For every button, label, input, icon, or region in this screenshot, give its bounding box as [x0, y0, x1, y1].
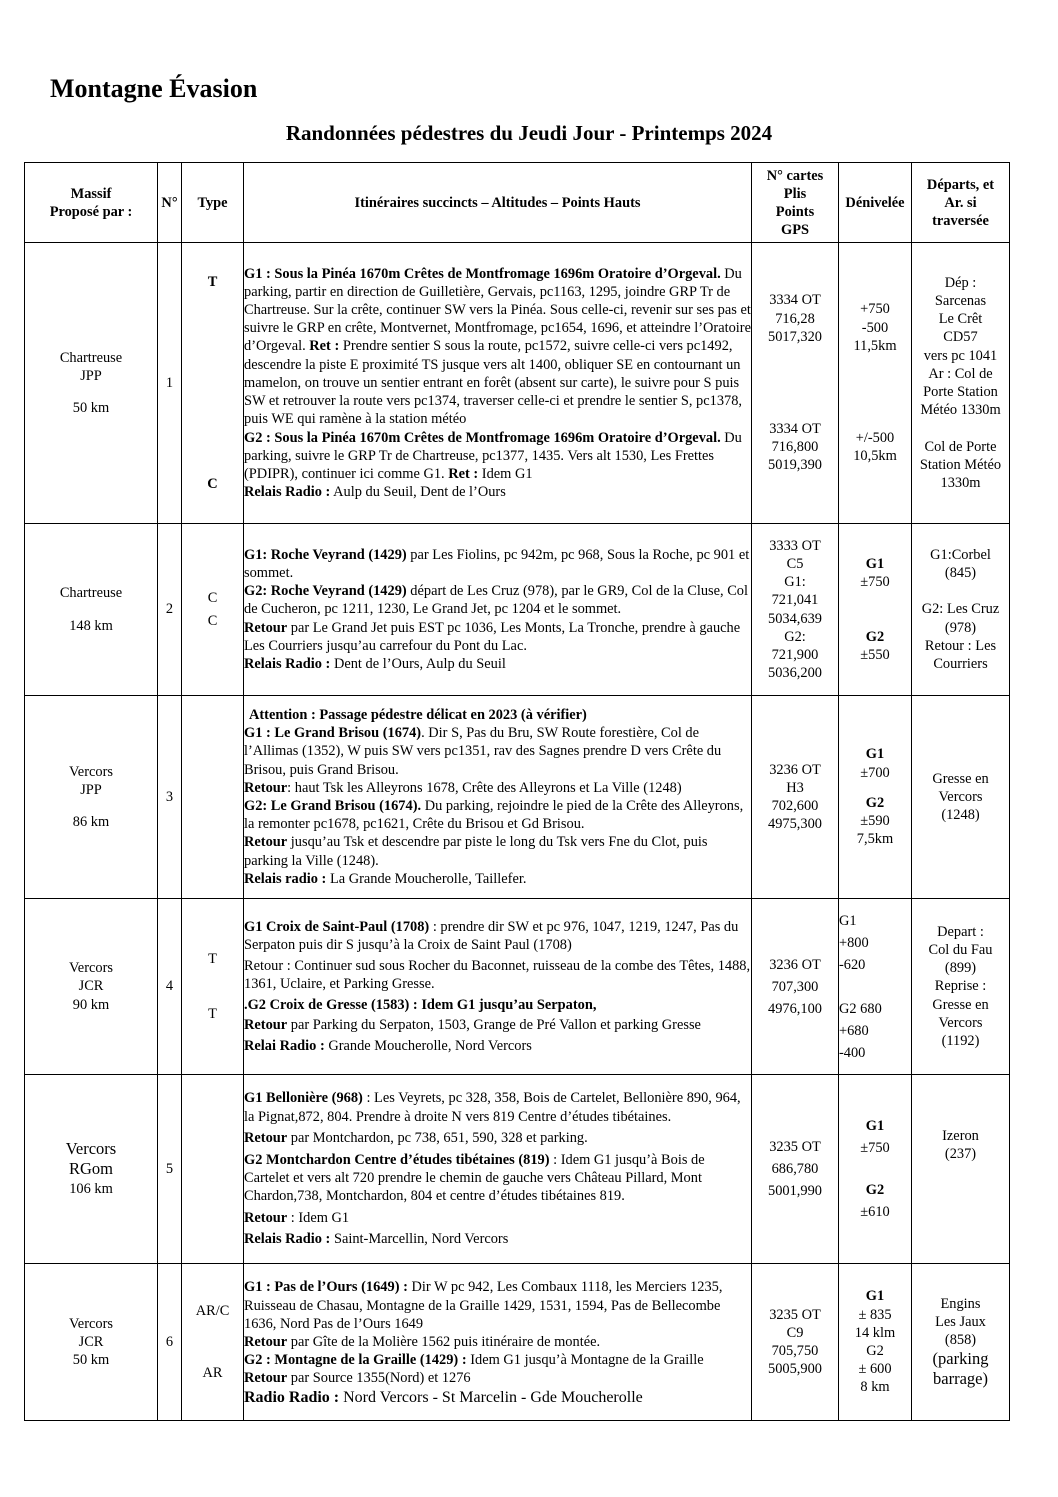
header-cartes-line: N° cartes [766, 167, 824, 184]
massif-cell [25, 1075, 158, 1264]
elevation-value: ± 835 [858, 1306, 892, 1323]
massif-distance: 86 km [72, 814, 110, 831]
map-gps-cell [752, 1075, 839, 1264]
row-number: 5 [158, 1075, 182, 1264]
g2-title: G2 : Montagne de la Graille (1429) : [244, 1352, 467, 1369]
table-row [25, 696, 1010, 899]
header-itineraries: Itinéraires succincts – Altitudes – Points Hauts [244, 163, 752, 243]
row-number: 3 [158, 696, 182, 899]
g2-title: G2: Le Grand Brisou (1674). [244, 798, 422, 814]
header-cartes-line: GPS [781, 221, 809, 238]
type-g1: T [208, 951, 217, 968]
return-label: Retour [244, 834, 288, 851]
departure-line: Col de Porte [924, 438, 997, 455]
g2-description: Du parking, suivre le GRP Tr de Chartreuse, pc1377, 1435. Vers alt 1530, Les Frettes (PDIPR), continuer ici comme G1. [244, 429, 742, 482]
return-description: par Le Grand Jet puis EST pc 1036, Les Monts, La Tronche, prendre à gauche Les Courriers jusqu’au carrefour du Pont du Lac. [244, 619, 741, 654]
departure-line: Porte Station [923, 384, 998, 401]
itinerary-cell [244, 1264, 752, 1421]
massif-proposer: RGom [68, 1159, 113, 1178]
header-massif-line: Massif [70, 185, 112, 202]
header-num: N° [158, 163, 182, 243]
radio-relays: Grande Moucherolle, Nord Vercors [324, 1037, 532, 1054]
row-number: 4 [158, 899, 182, 1075]
elevation-value: -620 [839, 956, 866, 973]
g1-description: Dir W pc 942, Les Combaux 1118, les Merciers 1235, Ruisseau de Chasau, Montagne de la Graille 1429, 1531, 1594, Pas de Bellecombe 1636, Nord Pas de l’Ours 1649 [244, 1279, 723, 1332]
departure-line: 1330m [940, 474, 981, 491]
massif-name: Vercors [69, 1315, 113, 1332]
g1-title: G1: Roche Veyrand (1429) [244, 546, 407, 563]
departure-line: Ar : Col de [928, 365, 993, 382]
return-label: Retour [244, 1130, 288, 1147]
type-cell [182, 1264, 244, 1421]
gps-y: 5017,320 [768, 328, 822, 345]
return-description: jusqu’au Tsk et descendre par piste le long du Tsk vers Fne du Clot, puis parking la Ville (1248). [244, 834, 708, 869]
departure-line: Vercors [938, 788, 983, 805]
radio-label: Relais Radio : [244, 656, 331, 672]
g1-description: . Dir S, Pas du Bru, SW Route forestière, Col de l’Allimas (1352), W puis SW vers pc1351, rav des Sagnes prendre D vers Crête du Brisou, puis Grand Brisou. [244, 725, 722, 778]
elevation-value: 8 km [860, 1379, 890, 1396]
elevation-value: +750 [860, 301, 890, 318]
radio-relays: La Grande Moucherolle, Taillefer. [326, 870, 527, 887]
return-description: par Gîte de la Molière 1562 puis itinéraire de montée. [287, 1334, 601, 1350]
radio-label: Relai Radio : [244, 1037, 325, 1054]
header-cartes-line: Points [775, 203, 815, 220]
header-massif-line: Proposé par : [49, 203, 133, 220]
departure-line: (1248) [941, 807, 980, 824]
type-g1: AR/C [195, 1302, 230, 1319]
g1-title: G1 : Pas de l’Ours (1649) : [244, 1279, 408, 1296]
departure-cell [912, 524, 1010, 696]
elevation-value: G2 [866, 1343, 884, 1359]
radio-relays: Nord Vercors - St Marcelin - Gde Moucherolle [339, 1388, 643, 1406]
massif-distance: 148 km [69, 617, 113, 634]
elevation-value: -500 [861, 319, 889, 336]
departure-cell [912, 899, 1010, 1075]
gps-y: 5005,900 [768, 1361, 822, 1378]
header-cartes-line: Plis [783, 185, 807, 202]
spacer [25, 799, 157, 813]
row-number: 2 [158, 524, 182, 696]
elevation-value: 11,5km [853, 337, 897, 354]
table-row [25, 1264, 1010, 1421]
type-cell [182, 243, 244, 524]
departure-line: Izeron [942, 1128, 979, 1144]
header-cartes [752, 163, 839, 243]
radio-relays: Aulp du Seuil, Dent de l’Ours [330, 484, 506, 501]
gps-x: 702,600 [771, 798, 819, 814]
header-departs-line: Ar. si [944, 194, 977, 211]
massif-name: Vercors [69, 763, 113, 780]
departure-line: Depart : [937, 923, 984, 940]
massif-distance: 50 km [72, 1352, 110, 1369]
elevation-group: G1 [865, 746, 885, 763]
return-label: Retour [244, 1017, 288, 1034]
itinerary-cell [244, 1075, 752, 1264]
massif-distance: 106 km [69, 1181, 113, 1197]
departure-line: Retour : Les [924, 637, 997, 654]
departure-cell [912, 243, 1010, 524]
type-cell [182, 524, 244, 696]
attention-note: Attention : Passage pédestre délicat en 2023 (à vérifier) [249, 706, 587, 723]
elevation-value: 14 klm [854, 1324, 896, 1341]
elevation-value: -400 [839, 1044, 866, 1061]
g2-title: G2: Roche Veyrand (1429) [244, 583, 407, 600]
map-fold: H3 [786, 779, 804, 796]
elevation-value: ±550 [860, 646, 890, 663]
departure-line: (978) [944, 619, 977, 636]
row-number: 6 [158, 1264, 182, 1421]
massif-distance: 50 km [72, 400, 110, 417]
type-g2: T [208, 1005, 217, 1022]
massif-name: Chartreuse [59, 585, 123, 602]
massif-distance: 90 km [72, 996, 110, 1013]
map-ref: 3334 OT [769, 292, 821, 309]
hikes-table [24, 162, 1010, 1421]
elevation-cell [839, 1264, 912, 1421]
gps-y: 5034,639 [768, 610, 822, 627]
departure-line: Gresse en [932, 770, 989, 787]
map-gps-cell [752, 1264, 839, 1421]
elevation-value: 7,5km [856, 831, 894, 848]
radio-relays: Dent de l’Ours, Aulp du Seuil [330, 656, 506, 672]
type-g2: AR [202, 1365, 223, 1381]
elevation-value: ±610 [860, 1204, 890, 1220]
map-gps-cell [752, 696, 839, 899]
departure-line: CD57 [943, 329, 978, 346]
radio-label: Radio Radio : [244, 1388, 340, 1406]
type-cell [182, 1075, 244, 1264]
map-fold: C9 [786, 1324, 804, 1341]
table-row [25, 243, 1010, 524]
type-g1: T [207, 274, 218, 290]
departure-cell [912, 1075, 1010, 1264]
elevation-value: G2 680 [839, 1000, 882, 1017]
return-description: par Parking du Serpaton, 1503, Grange de Pré Vallon et parking Gresse [287, 1017, 701, 1034]
g2-title: G2 : Sous la Pinéa 1670m Crêtes de Montfromage 1696m Oratoire d’Orgeval. [244, 429, 721, 446]
org-title: Montagne Évasion [50, 74, 258, 103]
return-label: Retour [244, 1209, 288, 1226]
radio-label: Relais Radio : [244, 1231, 331, 1248]
departure-line: Courriers [933, 655, 988, 672]
massif-cell [25, 899, 158, 1075]
elevation-group: G1 [865, 1118, 885, 1134]
itinerary-cell [244, 899, 752, 1075]
g2-description: Du parking, rejoindre le pied de la Crête des Alleyrons, la remonter pc1678, pc1621, Crête du Brisou et Gd Brisou. [244, 798, 744, 833]
itinerary-cell [244, 696, 752, 899]
departure-line: Reprise : [934, 978, 987, 995]
row-number: 1 [158, 243, 182, 524]
departure-line: (1192) [941, 1033, 980, 1049]
return-description: Idem G1 [478, 465, 533, 482]
departure-line: Engins [940, 1295, 981, 1312]
gps-y: 4976,100 [768, 1000, 822, 1017]
massif-name: Vercors [65, 1139, 117, 1158]
departure-line: Station Météo [919, 456, 1002, 473]
departure-line: Vercors [938, 1014, 983, 1031]
elevation-cell [839, 899, 912, 1075]
gps-x: 716,800 [771, 439, 819, 456]
g2-title: .G2 Croix de Gresse (1583) : Idem G1 jusqu’au Serpaton, [244, 996, 597, 1013]
document-subtitle: Randonnées pédestres du Jeudi Jour - Printemps 2024 [285, 121, 773, 145]
elevation-cell [839, 1075, 912, 1264]
massif-proposer: JCR [78, 1333, 104, 1350]
return-description: Retour : Continuer sud sous Rocher du Baconnet, ruisseau de la combe des Têtes, 1488, 1361, Uclaire, et Parking Gresse. [244, 957, 751, 993]
departure-line: Dép : [944, 274, 977, 291]
elevation-value: +680 [839, 1022, 869, 1039]
elevation-value: 10,5km [853, 448, 897, 465]
elevation-value: +800 [839, 934, 869, 951]
header-departs-line: traversée [932, 212, 989, 229]
departure-line: Sarcenas [934, 293, 987, 310]
gps-y: 5001,990 [768, 1183, 822, 1199]
departure-line: (858) [944, 1332, 977, 1349]
g1-title: G1 : Sous la Pinéa 1670m Crêtes de Montfromage 1696m Oratoire d’Orgeval. [244, 265, 721, 282]
spacer [25, 385, 157, 399]
map-gps-cell [752, 243, 839, 524]
itinerary-cell [244, 524, 752, 696]
type-g2: C [207, 475, 218, 492]
spacer [25, 603, 157, 617]
elevation-group: G1 [865, 556, 885, 573]
radio-label: Relais Radio : [244, 484, 331, 501]
map-ref: 3235 OT [769, 1306, 821, 1323]
elevation-group: G2 [865, 1182, 885, 1198]
massif-cell [25, 243, 158, 524]
header-departs [912, 163, 1010, 243]
massif-cell [25, 696, 158, 899]
return-label: Retour [244, 1334, 288, 1350]
departure-line: vers pc 1041 [923, 347, 998, 364]
elevation-value: ±750 [860, 574, 890, 591]
departure-line: Météo 1330m [920, 402, 1001, 419]
return-label: Retour [244, 1370, 288, 1387]
map-gps-cell [752, 899, 839, 1075]
type-g2: C [207, 612, 218, 629]
header-departs-line: Départs, et [926, 176, 995, 193]
massif-proposer: JPP [80, 781, 102, 798]
gps-x: 721,041 [771, 592, 819, 609]
gps-x: 705,750 [771, 1343, 819, 1359]
radio-label: Relais radio : [244, 870, 327, 887]
return-label: Ret : [309, 338, 340, 355]
return-description: : haut Tsk les Alleyrons 1678, Crête des Alleyrons et La Ville (1248) [287, 779, 682, 796]
map-fold: C5 [786, 555, 804, 572]
g2-description: départ de Les Cruz (978), par le GR9, Col de la Cluse, Col de Cucheron, pc 1211, 1230, Le Grand Jet, pc 1204 et le sommet. [244, 583, 749, 618]
radio-relays: Saint-Marcellin, Nord Vercors [330, 1231, 509, 1248]
elevation-value: G1 [839, 912, 857, 929]
elevation-value: ±700 [860, 764, 890, 781]
return-description: : Idem G1 [287, 1209, 350, 1226]
departure-line: (parking [932, 1349, 989, 1369]
departure-line: (237) [944, 1146, 977, 1163]
type-g1: C [207, 590, 218, 607]
departure-cell [912, 1264, 1010, 1421]
g1-description: Du parking, partir en direction de Guilletière, Gervais, pc1163, 1295, joindre GRP Tr de Chartreuse. Sur la crête, continuer SW vers la Pinéa. Sous celle-ci, revenir sur ses pas et suivre le GRP en crête, Montvernet, Montfromage, pc1654, 1696, et atteindre l’Oratoire d’Orgeval. [244, 265, 751, 355]
elevation-group: G2 [865, 794, 885, 811]
map-ref: 3334 OT [769, 421, 821, 437]
gps-group: G1: [784, 574, 806, 591]
header-row [25, 163, 1010, 243]
return-description: par Source 1355(Nord) et 1276 [287, 1370, 471, 1387]
table-row [25, 899, 1010, 1075]
massif-name: Chartreuse [59, 349, 123, 366]
departure-line: G1:Corbel [930, 546, 991, 563]
elevation-value: ±590 [860, 813, 890, 830]
g1-title: G1 : Le Grand Brisou (1674) [244, 725, 422, 742]
departure-line: Le Crêt [938, 311, 983, 328]
return-label: Ret : [448, 465, 479, 482]
map-gps-cell [752, 524, 839, 696]
map-ref: 3236 OT [769, 761, 821, 778]
elevation-group: G2 [865, 628, 885, 645]
massif-cell [25, 524, 158, 696]
departure-line: G2: Les Cruz [921, 601, 1000, 618]
gps-x: 721,900 [771, 646, 819, 663]
departure-line: Les Jaux [935, 1313, 986, 1330]
gps-x: 716,28 [775, 310, 815, 327]
g2-description: : Idem G1 jusqu’à Bois de Cartelet et vers alt 720 prendre le chemin de gauche vers Château Pillard, Mont Chardon,738, Montchardon, 804 et centre d’études tibétaines 819. [244, 1151, 705, 1205]
gps-x: 686,780 [771, 1161, 819, 1177]
departure-cell [912, 696, 1010, 899]
massif-proposer: JCR [78, 978, 104, 995]
elevation-cell [839, 243, 912, 524]
table-row [25, 524, 1010, 696]
gps-y: 5036,200 [768, 665, 822, 682]
elevation-cell [839, 524, 912, 696]
header-massif [25, 163, 158, 243]
massif-cell [25, 1264, 158, 1421]
elevation-group: G1 [865, 1288, 885, 1305]
gps-x: 707,300 [771, 978, 819, 995]
gps-y: 5019,390 [768, 457, 822, 474]
map-ref: 3333 OT [769, 537, 821, 554]
g2-title: G2 Montchardon Centre d’études tibétaines (819) [244, 1151, 550, 1168]
elevation-value: +/-500 [855, 430, 895, 447]
elevation-value: ±750 [860, 1140, 890, 1156]
return-label: Retour [244, 619, 288, 636]
type-cell [182, 696, 244, 899]
return-description: par Montchardon, pc 738, 651, 590, 328 et parking. [287, 1130, 588, 1147]
table-row [25, 1075, 1010, 1264]
departure-line: barrage) [933, 1369, 988, 1389]
header-denivelee: Dénivelée [839, 163, 912, 243]
elevation-value: ± 600 [858, 1361, 892, 1378]
g1-title: G1 Bellonière (968) [244, 1090, 363, 1107]
g1-description: : Les Veyrets, pc 328, 358, Bois de Cartelet, Bellonière 890, 964, la Pignat,872, 804. Prendre à droite N vers 819 Centre d’études tibétaines. [244, 1090, 741, 1125]
map-ref: 3235 OT [769, 1139, 821, 1155]
return-label: Retour [244, 779, 288, 796]
g1-title: G1 Croix de Saint-Paul (1708) [244, 919, 430, 936]
departure-line: Gresse en [932, 996, 989, 1013]
g1-description: par Les Fiolins, pc 942m, pc 968, Sous la Roche, pc 901 et sommet. [244, 546, 750, 581]
map-ref: 3236 OT [769, 956, 821, 973]
type-cell [182, 899, 244, 1075]
g1-description: : prendre dir SW et pc 976, 1047, 1219, 1247, Pas du Serpaton puis dir S jusqu’à la Croix de Saint Paul (1708) [244, 919, 739, 954]
header-type: Type [182, 163, 244, 243]
departure-line: (899) [944, 960, 977, 977]
departure-line: (845) [944, 565, 977, 582]
gps-group: G2: [784, 628, 806, 645]
g2-description: Idem G1 jusqu’à Montagne de la Graille [466, 1352, 704, 1369]
gps-y: 4975,300 [768, 816, 822, 833]
itinerary-cell [244, 243, 752, 524]
departure-line: Col du Fau [928, 941, 993, 958]
elevation-cell [839, 696, 912, 899]
massif-proposer: JPP [80, 367, 102, 384]
return-description: Prendre sentier S sous la route, pc1572, suivre celle-ci vers pc1492, descendre la piste E proximité TS jusque vers alt 1400, obliquer SE en contournant un mamelon, on trouve un sentier entrant en forêt (absent sur carte), le suivre pour S puis SW et retrouver la route vers pc1374, traverser celle-ci et prendre le sentier S, pc1378, puis WE qui ramène à la station météo [244, 338, 743, 428]
massif-name: Vercors [69, 960, 113, 977]
